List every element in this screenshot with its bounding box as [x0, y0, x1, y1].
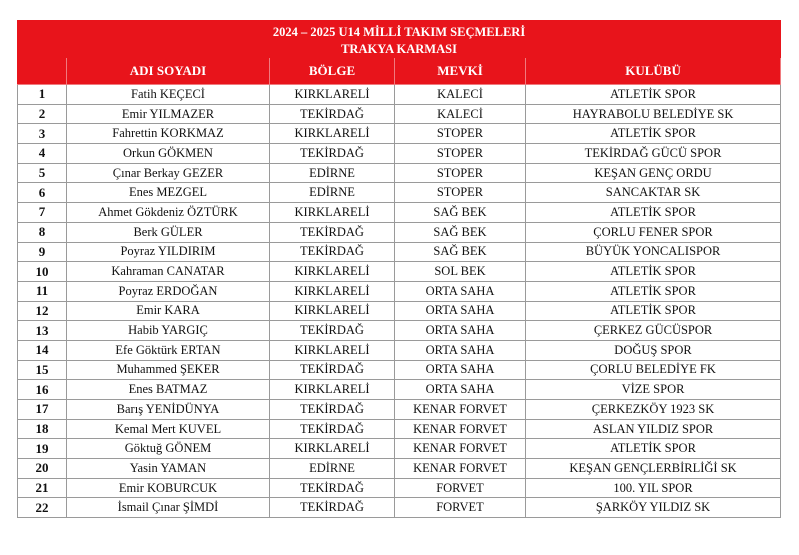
column-header-number [18, 58, 67, 85]
player-position: KENAR FORVET [395, 419, 526, 439]
player-club: VİZE SPOR [526, 380, 781, 400]
row-number: 14 [18, 340, 67, 360]
table-row [18, 321, 781, 341]
table-row [18, 459, 781, 479]
row-number: 22 [18, 498, 67, 518]
player-name: Orkun GÖKMEN [67, 144, 270, 164]
player-position: ORTA SAHA [395, 360, 526, 380]
player-position: FORVET [395, 478, 526, 498]
player-region: KIRKLARELİ [270, 301, 395, 321]
player-region: KIRKLARELİ [270, 439, 395, 459]
column-header-club: KULÜBÜ [526, 58, 781, 85]
player-name: Fatih KEÇECİ [67, 85, 270, 105]
player-region: KIRKLARELİ [270, 380, 395, 400]
player-region: TEKİRDAĞ [270, 144, 395, 164]
player-club: SANCAKTAR SK [526, 183, 781, 203]
player-position: STOPER [395, 144, 526, 164]
player-name: Göktuğ GÖNEM [67, 439, 270, 459]
player-club: 100. YIL SPOR [526, 478, 781, 498]
table-row [18, 203, 781, 223]
player-position: KALECİ [395, 85, 526, 105]
player-club: ATLETİK SPOR [526, 262, 781, 282]
row-number: 11 [18, 281, 67, 301]
row-number: 2 [18, 104, 67, 124]
row-number: 8 [18, 222, 67, 242]
table-title: 2024 – 2025 U14 MİLLİ TAKIM SEÇMELERİ [18, 21, 781, 42]
row-number: 21 [18, 478, 67, 498]
table-row [18, 144, 781, 164]
player-region: EDİRNE [270, 163, 395, 183]
player-position: ORTA SAHA [395, 340, 526, 360]
row-number: 4 [18, 144, 67, 164]
table-row [18, 281, 781, 301]
table-row [18, 124, 781, 144]
player-name: Çınar Berkay GEZER [67, 163, 270, 183]
column-header-row [18, 58, 781, 85]
row-number: 13 [18, 321, 67, 341]
table-row [18, 104, 781, 124]
player-region: TEKİRDAĞ [270, 400, 395, 420]
player-club: ASLAN YILDIZ SPOR [526, 419, 781, 439]
roster-body [18, 85, 781, 518]
player-name: Kahraman CANATAR [67, 262, 270, 282]
player-region: EDİRNE [270, 183, 395, 203]
table-row [18, 222, 781, 242]
player-position: ORTA SAHA [395, 281, 526, 301]
player-position: FORVET [395, 498, 526, 518]
player-position: ORTA SAHA [395, 321, 526, 341]
player-club: KEŞAN GENÇLERBİRLİĞİ SK [526, 459, 781, 479]
table-row [18, 419, 781, 439]
row-number: 17 [18, 400, 67, 420]
player-club: ŞARKÖY YILDIZ SK [526, 498, 781, 518]
column-header-position: MEVKİ [395, 58, 526, 85]
player-name: Habib YARGIÇ [67, 321, 270, 341]
table-row [18, 301, 781, 321]
table-row [18, 360, 781, 380]
player-position: KALECİ [395, 104, 526, 124]
title-row-1 [18, 21, 781, 42]
player-position: STOPER [395, 183, 526, 203]
player-position: ORTA SAHA [395, 380, 526, 400]
player-name: Emir KOBURCUK [67, 478, 270, 498]
player-club: BÜYÜK YONCALISPOR [526, 242, 781, 262]
player-club: ATLETİK SPOR [526, 203, 781, 223]
player-club: ATLETİK SPOR [526, 85, 781, 105]
player-name: İsmail Çınar ŞİMDİ [67, 498, 270, 518]
player-club: ÇORLU FENER SPOR [526, 222, 781, 242]
player-position: SOL BEK [395, 262, 526, 282]
table-row [18, 498, 781, 518]
player-position: STOPER [395, 163, 526, 183]
row-number: 5 [18, 163, 67, 183]
player-position: KENAR FORVET [395, 439, 526, 459]
player-position: STOPER [395, 124, 526, 144]
row-number: 3 [18, 124, 67, 144]
player-club: ATLETİK SPOR [526, 281, 781, 301]
player-region: KIRKLARELİ [270, 203, 395, 223]
player-region: TEKİRDAĞ [270, 498, 395, 518]
player-club: ATLETİK SPOR [526, 301, 781, 321]
player-position: KENAR FORVET [395, 400, 526, 420]
table-row [18, 380, 781, 400]
row-number: 16 [18, 380, 67, 400]
player-name: Barış YENİDÜNYA [67, 400, 270, 420]
player-region: TEKİRDAĞ [270, 321, 395, 341]
player-club: TEKİRDAĞ GÜCÜ SPOR [526, 144, 781, 164]
player-name: Enes BATMAZ [67, 380, 270, 400]
player-name: Muhammed ŞEKER [67, 360, 270, 380]
player-position: SAĞ BEK [395, 222, 526, 242]
player-club: ÇERKEZ GÜCÜSPOR [526, 321, 781, 341]
player-name: Kemal Mert KUVEL [67, 419, 270, 439]
player-name: Ahmet Gökdeniz ÖZTÜRK [67, 203, 270, 223]
player-position: KENAR FORVET [395, 459, 526, 479]
row-number: 1 [18, 85, 67, 105]
player-region: TEKİRDAĞ [270, 478, 395, 498]
table-row [18, 163, 781, 183]
player-region: TEKİRDAĞ [270, 222, 395, 242]
player-name: Efe Göktürk ERTAN [67, 340, 270, 360]
player-region: TEKİRDAĞ [270, 242, 395, 262]
title-row-2 [18, 42, 781, 58]
player-name: Poyraz YILDIRIM [67, 242, 270, 262]
row-number: 19 [18, 439, 67, 459]
row-number: 9 [18, 242, 67, 262]
table-subtitle: TRAKYA KARMASI [18, 42, 781, 58]
player-club: DOĞUŞ SPOR [526, 340, 781, 360]
row-number: 6 [18, 183, 67, 203]
player-name: Berk GÜLER [67, 222, 270, 242]
player-club: HAYRABOLU BELEDİYE SK [526, 104, 781, 124]
row-number: 20 [18, 459, 67, 479]
player-club: ATLETİK SPOR [526, 439, 781, 459]
player-region: TEKİRDAĞ [270, 419, 395, 439]
row-number: 18 [18, 419, 67, 439]
player-name: Emir YILMAZER [67, 104, 270, 124]
player-region: KIRKLARELİ [270, 85, 395, 105]
player-region: EDİRNE [270, 459, 395, 479]
column-header-name: ADI SOYADI [67, 58, 270, 85]
row-number: 10 [18, 262, 67, 282]
table-row [18, 242, 781, 262]
player-region: KIRKLARELİ [270, 281, 395, 301]
table-row [18, 183, 781, 203]
player-region: KIRKLARELİ [270, 124, 395, 144]
table-row [18, 262, 781, 282]
player-club: KEŞAN GENÇ ORDU [526, 163, 781, 183]
table-row [18, 85, 781, 105]
player-club: ÇORLU BELEDİYE FK [526, 360, 781, 380]
player-name: Poyraz ERDOĞAN [67, 281, 270, 301]
table-row [18, 340, 781, 360]
table-row [18, 439, 781, 459]
player-position: SAĞ BEK [395, 242, 526, 262]
player-club: ATLETİK SPOR [526, 124, 781, 144]
player-region: KIRKLARELİ [270, 340, 395, 360]
table-row [18, 400, 781, 420]
row-number: 12 [18, 301, 67, 321]
roster-table [17, 20, 781, 518]
player-name: Fahrettin KORKMAZ [67, 124, 270, 144]
player-name: Emir KARA [67, 301, 270, 321]
row-number: 15 [18, 360, 67, 380]
player-position: ORTA SAHA [395, 301, 526, 321]
column-header-region: BÖLGE [270, 58, 395, 85]
player-region: KIRKLARELİ [270, 262, 395, 282]
player-position: SAĞ BEK [395, 203, 526, 223]
player-name: Yasin YAMAN [67, 459, 270, 479]
roster-sheet [17, 20, 780, 518]
table-row [18, 478, 781, 498]
player-club: ÇERKEZKÖY 1923 SK [526, 400, 781, 420]
row-number: 7 [18, 203, 67, 223]
player-region: TEKİRDAĞ [270, 104, 395, 124]
player-region: TEKİRDAĞ [270, 360, 395, 380]
player-name: Enes MEZGEL [67, 183, 270, 203]
